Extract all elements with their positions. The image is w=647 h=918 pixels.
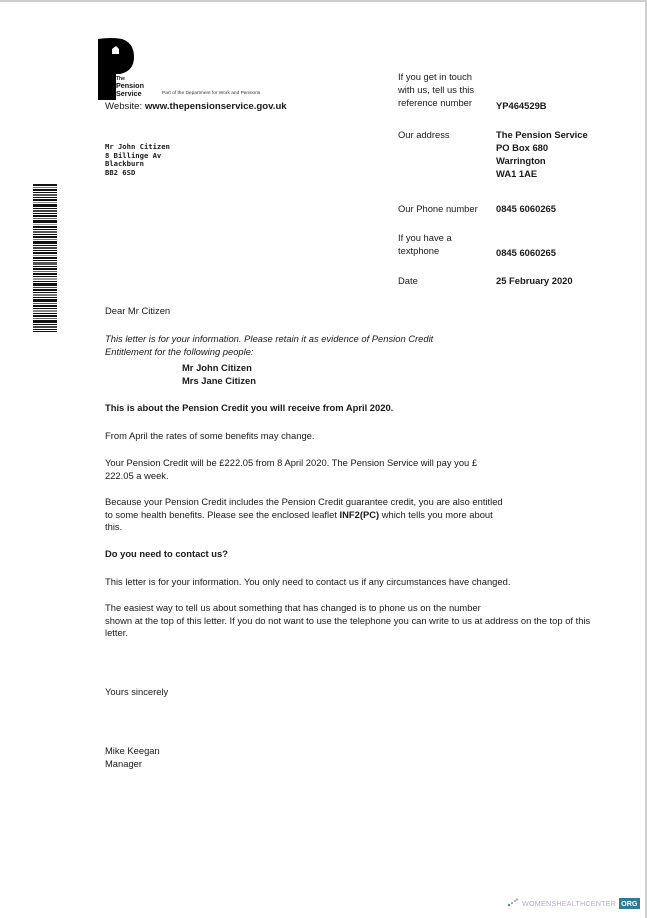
address-line: The Pension Service <box>496 129 588 140</box>
logo-line-2: Pension <box>116 81 144 90</box>
health-benefits-paragraph <box>105 496 505 534</box>
website-link[interactable]: www.thepensionservice.gov.uk <box>144 101 287 112</box>
logo-line-3: Service <box>116 88 142 98</box>
logo-line-1: The <box>116 76 125 82</box>
rates-paragraph: From April the rates of some benefits may change. <box>105 430 315 441</box>
entitled-people <box>182 362 382 387</box>
recipient-line: 8 Billinge Av <box>105 150 162 160</box>
reference-label-line: reference number <box>398 97 472 108</box>
watermark <box>507 896 640 910</box>
textphone-label-line: If you have a <box>398 232 452 243</box>
recipient-line: BB2 6SD <box>105 167 136 177</box>
website-label: Website: <box>105 101 145 112</box>
textphone-label <box>398 231 452 257</box>
our-address <box>496 128 588 180</box>
information-paragraph: This letter is for your information. You only need to contact us if any circumstances have changed. <box>105 576 511 587</box>
letter-date: 25 February 2020 <box>496 275 573 286</box>
logo-wordmark <box>116 76 144 97</box>
person-name: Mr John Citizen <box>182 362 252 373</box>
textphone-label-line: textphone <box>398 245 440 256</box>
phone-label: Our Phone number <box>398 203 478 214</box>
barcode-icon <box>33 184 57 332</box>
amount-line-2: 222.05 a week. <box>105 469 169 481</box>
change-line-2: shown at the top of this letter. If you do not want to use the telephone you can write to us at address on the top of this letter. <box>105 614 591 638</box>
address-line: PO Box 680 <box>496 142 549 153</box>
reference-number: YP464529B <box>496 100 547 111</box>
signature-block <box>105 745 615 770</box>
letter-heading: This is about the Pension Credit you will receive from April 2020. <box>105 402 394 413</box>
address-label: Our address <box>398 129 450 140</box>
recipient-line: Mr John Citizen <box>105 142 170 151</box>
watermark-dots-icon <box>507 898 519 908</box>
signatory-title: Manager <box>105 757 143 769</box>
salutation: Dear Mr Citizen <box>105 305 171 316</box>
reference-label <box>398 70 474 109</box>
reference-label-line: with us, tell us this <box>398 84 475 95</box>
change-line-1: The easiest way to tell us about something that has changed is to phone us on the number <box>105 602 481 613</box>
watermark-text: WOMENSHEALTHCENTER <box>522 898 617 908</box>
intro-paragraph: This letter is for your information. Please retain it as evidence of Pension Credit Entitlement for the following people: <box>105 333 434 357</box>
address-line: Warrington <box>496 155 546 166</box>
recipient-line: Blackburn <box>105 159 144 169</box>
signatory-name: Mike Keegan <box>105 745 160 756</box>
department-tagline: Part of the Department for Work and Pensions <box>162 91 261 96</box>
reference-label-line: If you get in touch <box>398 71 473 82</box>
phone-number: 0845 6060265 <box>496 203 556 214</box>
change-paragraph <box>105 602 610 640</box>
contact-heading: Do you need to contact us? <box>105 548 228 559</box>
leaflet-code: INF2(PC) <box>339 508 380 520</box>
amount-paragraph <box>105 457 615 482</box>
website-line <box>105 100 287 113</box>
recipient-address <box>105 143 170 177</box>
amount-line-1: Your Pension Credit will be £222.05 from 8 April 2020. The Pension Service will pay you £ <box>105 457 478 468</box>
watermark-badge: ORG <box>621 898 638 908</box>
closing: Yours sincerely <box>105 686 169 697</box>
address-line: WA1 1AE <box>496 168 538 179</box>
health-text-before: Because your Pension Credit includes the Pension Credit guarantee credit, you are also entitled to some health benefits. Please see the enclosed leaflet <box>105 496 503 520</box>
textphone-number: 0845 6060265 <box>496 247 556 258</box>
health-text-after: which tells you more about this. <box>105 508 493 532</box>
date-label: Date <box>398 275 418 286</box>
person-name: Mrs Jane Citizen <box>182 374 256 386</box>
page-border-top <box>0 0 647 2</box>
